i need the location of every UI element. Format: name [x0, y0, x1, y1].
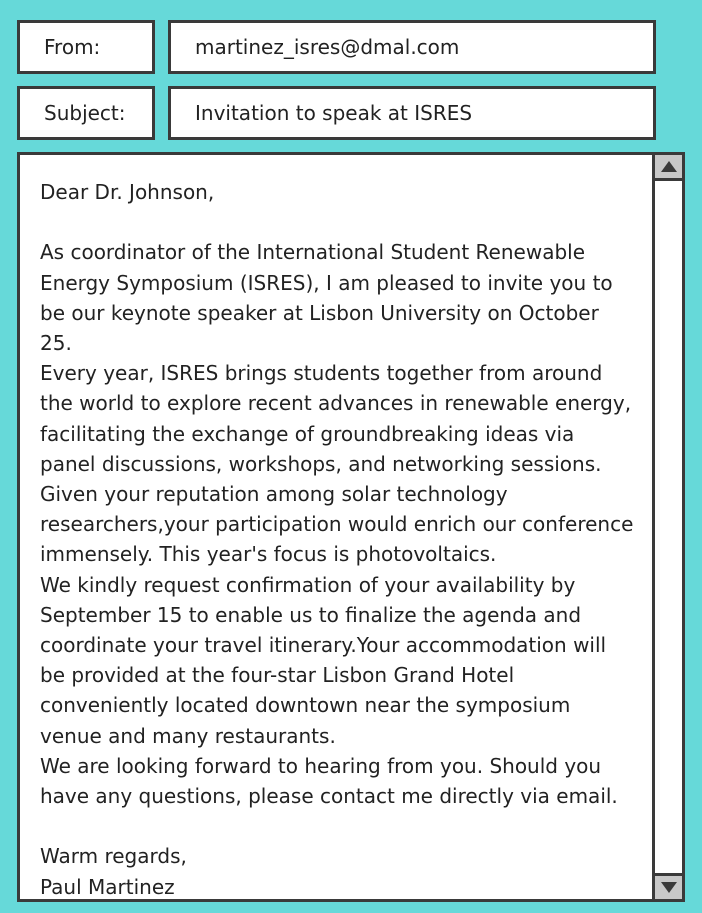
triangle-down-icon	[661, 882, 677, 893]
scroll-up-button[interactable]	[655, 155, 682, 181]
email-body[interactable]	[17, 152, 685, 902]
triangle-up-icon	[661, 161, 677, 172]
subject-label-text: Subject:	[44, 101, 126, 125]
from-label-text: From:	[44, 35, 101, 59]
scrollbar[interactable]	[652, 155, 682, 899]
email-body-text: Dear Dr. Johnson, As coordinator of the International Student Renewable Energy Symposium (ISRES), I am pleased to invite you to be our keynote speaker at Lisbon University on October 25. Every year, ISRES brings students together from around the world to explore recent advances in renewable energy, facilitating the exchange of groundbreaking ideas via panel discussions, workshops, and networking sessions. Given your reputation among solar technology researchers,your participation would enrich our conference immensely. This year's focus is photovoltaics. We kindly request confirmation of your availability by September 15 to enable us to finalize the agenda and coordinate your travel itinerary.Your accommodation will be provided at the four-star Lisbon Grand Hotel conveniently located downtown near the symposium venue and many restaurants. We are looking forward to hearing from you. Should you have any questions, please contact me directly via email. Warm regards, Paul Martinez	[40, 180, 634, 899]
subject-field-text: Invitation to speak at ISRES	[195, 101, 473, 125]
from-field[interactable]	[168, 20, 656, 74]
subject-field[interactable]	[168, 86, 656, 140]
scroll-down-button[interactable]	[655, 873, 682, 899]
from-label	[17, 20, 155, 74]
from-field-text: martinez_isres@dmal.com	[195, 35, 460, 59]
subject-label	[17, 86, 155, 140]
